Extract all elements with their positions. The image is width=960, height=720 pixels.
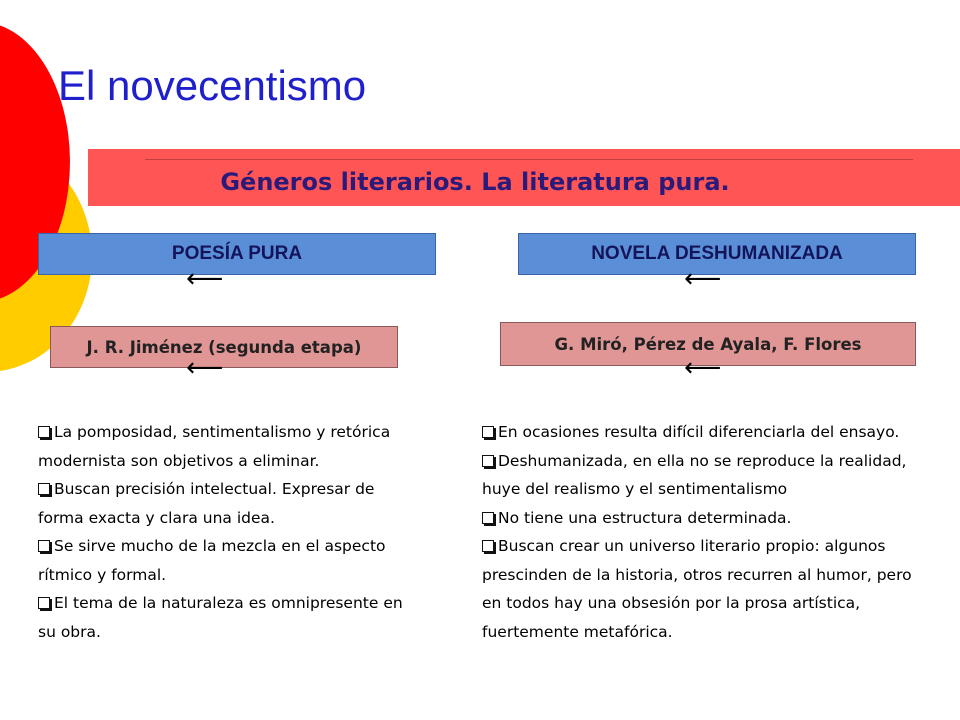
checkbox-icon: [482, 426, 494, 438]
genre-poesia-pura: POESÍA PURA: [38, 233, 436, 275]
list-item: Se sirve mucho de la mezcla en el aspecto rítmico y formal.: [38, 537, 386, 584]
left-arrow-icon-2: ⟵: [186, 353, 224, 383]
list-item: En ocasiones resulta difícil diferenciarla del ensayo.: [482, 418, 932, 447]
list-item: No tiene una estructura determinada.: [482, 504, 932, 533]
list-item: El tema de la naturaleza es omnipresente en su obra.: [38, 594, 403, 641]
slide-subtitle: Géneros literarios. La literatura pura.: [220, 168, 730, 196]
left-arrow-icon: ⟵: [186, 264, 224, 294]
list-item: Buscan precisión intelectual. Expresar de forma exacta y clara una idea.: [38, 480, 375, 527]
slide-title: El novecentismo: [58, 62, 367, 109]
novela-bullet-list: [482, 418, 932, 646]
checkbox-icon: [38, 597, 50, 609]
list-item: Buscan crear un universo literario propio: algunos prescinden de la historia, otros recurren al humor, pero en todos hay una obsesión por la prosa artística, fuertemente metafórica.: [482, 537, 912, 641]
checkbox-icon: [482, 540, 494, 552]
author-miro-ayala-flores: G. Miró, Pérez de Ayala, F. Flores: [500, 322, 916, 366]
checkbox-icon: [482, 455, 494, 467]
checkbox-icon: [38, 426, 50, 438]
genre-novela-deshumanizada: NOVELA DESHUMANIZADA: [518, 233, 916, 275]
checkbox-icon: [38, 540, 50, 552]
poesia-bullet-list: [38, 418, 423, 646]
checkbox-icon: [38, 483, 50, 495]
author-jimenez: J. R. Jiménez (segunda etapa): [50, 326, 398, 368]
list-item: Deshumanizada, en ella no se reproduce la realidad, huye del realismo y el sentimentalismo: [482, 451, 907, 498]
checkbox-icon: [482, 512, 494, 524]
list-item: La pomposidad, sentimentalismo y retórica modernista son objetivos a eliminar.: [38, 423, 391, 470]
right-arrow-icon: ⟵: [684, 264, 722, 294]
right-arrow-icon-2: ⟵: [684, 353, 722, 383]
